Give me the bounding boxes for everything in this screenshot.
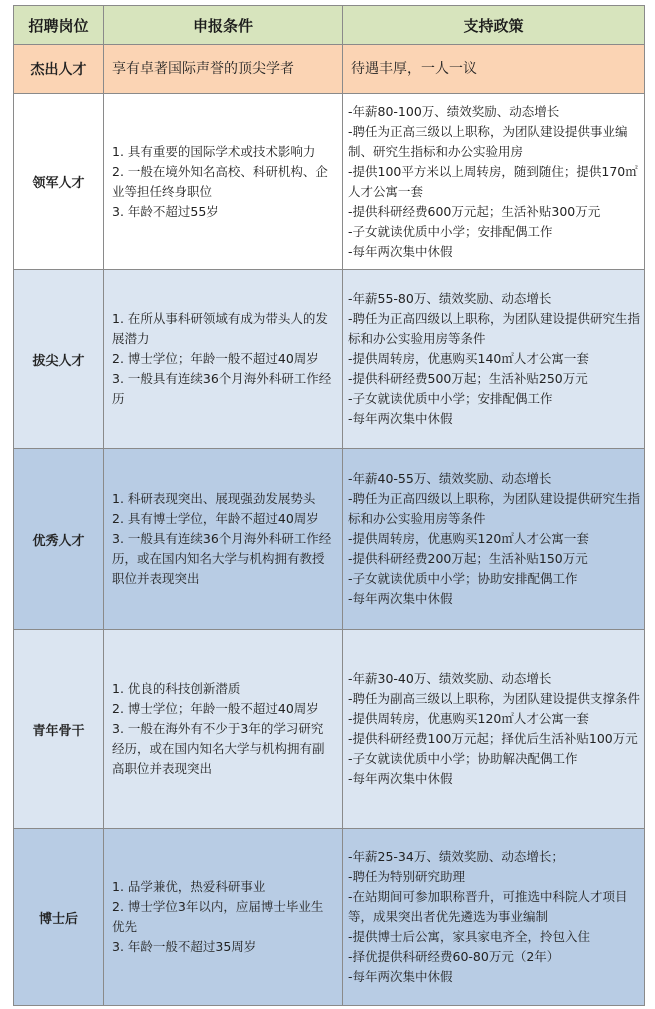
policy-line: -每年两次集中休假 (348, 771, 453, 786)
condition-line: 享有卓著国际声誉的顶尖学者 (112, 61, 294, 77)
policy-line: -年薪25-34万、绩效奖励、动态增长； (348, 849, 564, 864)
policy-line: -提供周转房，优惠购买120㎡人才公寓一套 (348, 711, 589, 726)
table-row-leading (14, 94, 645, 270)
policy-line: -年薪30-40万、绩效奖励、动态增长 (348, 671, 552, 686)
policy-line: -子女就读优质中小学；协助安排配偶工作 (348, 571, 578, 586)
condition-line: 1. 具有重要的国际学术或技术影响力 (112, 143, 316, 159)
condition-line: 2. 一般在境外知名高校、科研机构、企业等担任终身职位 (112, 163, 328, 199)
condition-line: 2. 博士学位3年以内，应届博士毕业生优先 (112, 899, 324, 934)
policy-line: -提供周转房，优惠购买140㎡人才公寓一套 (348, 351, 589, 366)
condition-line: 1. 在所从事科研领域有成为带头人的发展潜力 (112, 311, 328, 346)
policy-line: -子女就读优质中小学；协助解决配偶工作 (348, 751, 578, 766)
condition-line: 3. 一般具有连续36个月海外科研工作经历，或在国内知名大学与机构拥有教授职位并表现突出 (112, 531, 332, 586)
policy-line: -每年两次集中休假 (348, 969, 453, 984)
policies-cell (343, 45, 645, 94)
policy-line: -择优提供科研经费60-80万元（2年） (348, 949, 560, 964)
condition-line: 3. 年龄不超过55岁 (112, 203, 219, 219)
policy-line: -聘任为特别研究助理 (348, 869, 466, 884)
conditions-cell (104, 630, 343, 829)
header-policies: 支持政策 (343, 6, 645, 45)
position-cell: 青年骨干 (14, 630, 104, 829)
condition-line: 1. 品学兼优，热爱科研事业 (112, 879, 266, 894)
header-position: 招聘岗位 (14, 6, 104, 45)
header-conditions: 申报条件 (104, 6, 343, 45)
condition-line: 3. 一般具有连续36个月海外科研工作经历 (112, 371, 332, 406)
policy-line: -在站期间可参加职称晋升，可推选中科院人才项目等，成果突出者优先遴选为事业编制 (348, 889, 628, 924)
position-cell: 杰出人才 (14, 45, 104, 94)
policy-line: -提供科研经费600万元起；生活补贴300万元 (348, 203, 601, 219)
table-row-top-talent (14, 270, 645, 449)
conditions-cell (104, 45, 343, 94)
policy-line: -提供科研经费100万元起；择优后生活补贴100万元 (348, 731, 638, 746)
condition-line: 2. 博士学位；年龄一般不超过40周岁 (112, 351, 319, 366)
policies-cell (343, 270, 645, 449)
table-header-row (14, 6, 645, 45)
table-row-outstanding (14, 45, 645, 94)
table-row-postdoc (14, 829, 645, 1006)
policies-cell (343, 630, 645, 829)
policy-line: -每年两次集中休假 (348, 591, 453, 606)
policy-line: -提供周转房，优惠购买120㎡人才公寓一套 (348, 531, 589, 546)
condition-line: 2. 博士学位；年龄一般不超过40周岁 (112, 701, 319, 716)
condition-line: 3. 年龄一般不超过35周岁 (112, 939, 257, 954)
recruitment-table (13, 5, 645, 1006)
policy-line: -聘任为副高三级以上职称，为团队建设提供支撑条件 (348, 691, 641, 706)
position-cell: 领军人才 (14, 94, 104, 270)
policy-line: -提供100平方米以上周转房，随到随住；提供170㎡人才公寓一套 (348, 163, 638, 199)
table-row-young-backbone (14, 630, 645, 829)
conditions-cell (104, 94, 343, 270)
policy-line: -年薪55-80万、绩效奖励、动态增长 (348, 291, 552, 306)
conditions-cell (104, 829, 343, 1006)
policies-cell (343, 449, 645, 630)
policy-line: -年薪80-100万、绩效奖励、动态增长 (348, 103, 560, 119)
condition-line: 2. 具有博士学位，年龄不超过40周岁 (112, 511, 319, 526)
policy-line: -每年两次集中休假 (348, 411, 453, 426)
policy-line: -年薪40-55万、绩效奖励、动态增长 (348, 471, 552, 486)
conditions-cell (104, 449, 343, 630)
condition-line: 1. 科研表现突出、展现强劲发展势头 (112, 491, 316, 506)
position-cell: 优秀人才 (14, 449, 104, 630)
condition-line: 3. 一般在海外有不少于3年的学习研究经历，或在国内知名大学与机构拥有副高职位并表现突出 (112, 721, 325, 776)
policy-line: -聘任为正高四级以上职称，为团队建设提供研究生指标和办公实验用房等条件 (348, 491, 641, 526)
table-row-excellent (14, 449, 645, 630)
policy-line: -每年两次集中休假 (348, 243, 453, 259)
policy-line: -子女就读优质中小学；安排配偶工作 (348, 223, 553, 239)
policies-cell (343, 94, 645, 270)
position-cell: 博士后 (14, 829, 104, 1006)
policy-line: -聘任为正高三级以上职称，为团队建设提供事业编制、研究生指标和办公实验用房 (348, 123, 628, 159)
policy-line: -提供科研经费200万起；生活补贴150万元 (348, 551, 588, 566)
position-cell: 拔尖人才 (14, 270, 104, 449)
policy-line: -子女就读优质中小学；安排配偶工作 (348, 391, 553, 406)
conditions-cell (104, 270, 343, 449)
policy-line: -聘任为正高四级以上职称，为团队建设提供研究生指标和办公实验用房等条件 (348, 311, 641, 346)
policy-line: 待遇丰厚，一人一议 (351, 61, 477, 77)
policy-line: -提供博士后公寓，家具家电齐全，拎包入住 (348, 929, 591, 944)
policies-cell (343, 829, 645, 1006)
condition-line: 1. 优良的科技创新潜质 (112, 681, 241, 696)
policy-line: -提供科研经费500万起；生活补贴250万元 (348, 371, 588, 386)
